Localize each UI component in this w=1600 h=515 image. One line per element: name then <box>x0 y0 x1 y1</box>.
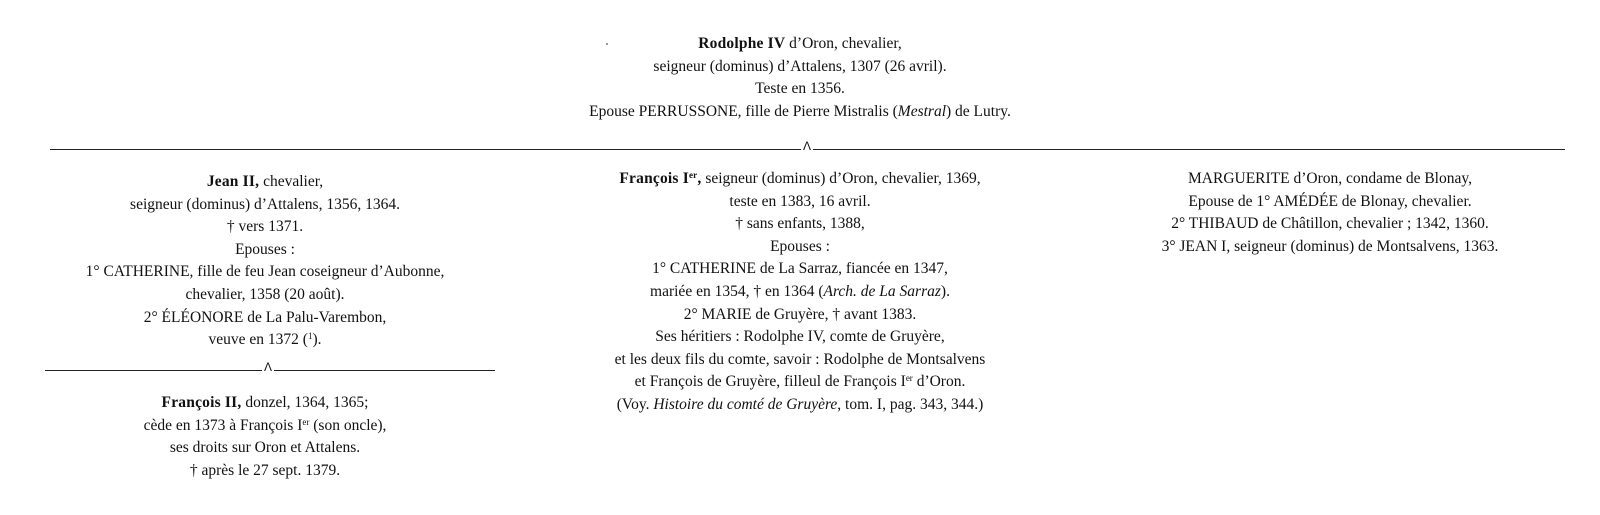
jean-ii-line-3: † vers 1371. <box>226 218 304 236</box>
francois-ii-line-3: ses droits sur Oron et Attalens. <box>169 439 361 457</box>
francois-i-entry <box>535 168 1065 417</box>
francois-ii-name: François II, <box>161 394 242 411</box>
francois-ii-line-1: François II, donzel, 1364, 1365; <box>161 394 369 411</box>
jean-ii-line-6: chevalier, 1358 (20 août). <box>185 285 345 303</box>
marguerite-entry <box>1070 168 1590 258</box>
francois-i-line-3: † sans enfants, 1388, <box>735 215 865 233</box>
ancestor-line-2: seigneur (dominus) d’Attalens, 1307 (26 avril). <box>653 57 947 75</box>
sub-branch-mark: Λ <box>264 360 273 374</box>
francois-i-line-4: Epouses : <box>770 237 830 255</box>
footnote-marker: 1 <box>307 331 313 342</box>
francois-i-line-11: (Voy. Histoire du comté de Gruyère, tom. I, pag. 343, 344.) <box>616 395 984 413</box>
jean-ii-line-7: 2° ÉLÉONORE de La Palu-Varembon, <box>143 308 387 326</box>
jean-ii-line-4: Epouses : <box>235 240 295 258</box>
francois-ii-line-4: † après le 27 sept. 1379. <box>189 461 341 479</box>
francois-ii-line-2: cède en 1373 à François Ier (son oncle), <box>143 416 387 434</box>
ancestor-line-4: Epouse PERRUSSONE, fille de Pierre Mistralis (Mestral) de Lutry. <box>589 102 1011 120</box>
ancestor-name: Rodolphe IV <box>698 35 786 52</box>
francois-i-line-6: mariée en 1354, † en 1364 (Arch. de La Sarraz). <box>650 282 950 300</box>
francois-i-line-9: et les deux fils du comte, savoir : Rodolphe de Montsalvens <box>614 350 986 368</box>
marguerite-line-3: 2° THIBAUD de Châtillon, chevalier ; 1342, 1360. <box>1171 215 1489 233</box>
francois-i-line-2: teste en 1383, 16 avril. <box>729 192 871 210</box>
jean-ii-line-5: 1° CATHERINE, fille de feu Jean coseigneur d’Aubonne, <box>85 263 445 281</box>
francois-i-line-5: 1° CATHERINE de La Sarraz, fiancée en 1347, <box>652 260 948 278</box>
jean-ii-line-1: Jean II, chevalier, <box>206 173 324 190</box>
francois-ii-entry <box>10 392 520 482</box>
jean-ii-line-2: seigneur (dominus) d’Attalens, 1356, 1364. <box>130 195 400 213</box>
francois-i-line-1: François Ier, seigneur (dominus) d’Oron, chevalier, 1369, <box>619 170 981 187</box>
francois-i-line-10: et François de Gruyère, filleul de François Ier d’Oron. <box>634 373 966 391</box>
francois-i-line-8: Ses héritiers : Rodolphe IV, comte de Gruyère, <box>655 328 945 346</box>
marguerite-line-1: MARGUERITE d’Oron, condame de Blonay, <box>1188 170 1472 187</box>
ancestor-line-1: Rodolphe IV d’Oron, chevalier, <box>698 35 902 52</box>
jean-ii-entry <box>10 171 520 352</box>
print-speck <box>606 43 608 45</box>
jean-ii-line-8: veuve en 1372 ($^1$). <box>208 331 322 349</box>
marguerite-line-2: Epouse de 1° AMÉDÉE de Blonay, chevalier. <box>1188 192 1472 210</box>
ancestor-line-3: Teste en 1356. <box>755 80 845 98</box>
ancestor-entry <box>500 33 1100 123</box>
francois-i-line-7: 2° MARIE de Gruyère, † avant 1383. <box>683 305 917 323</box>
marguerite-line-4: 3° JEAN I, seigneur (dominus) de Montsalvens, 1363. <box>1161 237 1499 255</box>
main-branch-mark: Λ <box>803 139 812 153</box>
francois-i-name: François I <box>619 170 689 187</box>
jean-ii-name: Jean II, <box>206 173 260 190</box>
